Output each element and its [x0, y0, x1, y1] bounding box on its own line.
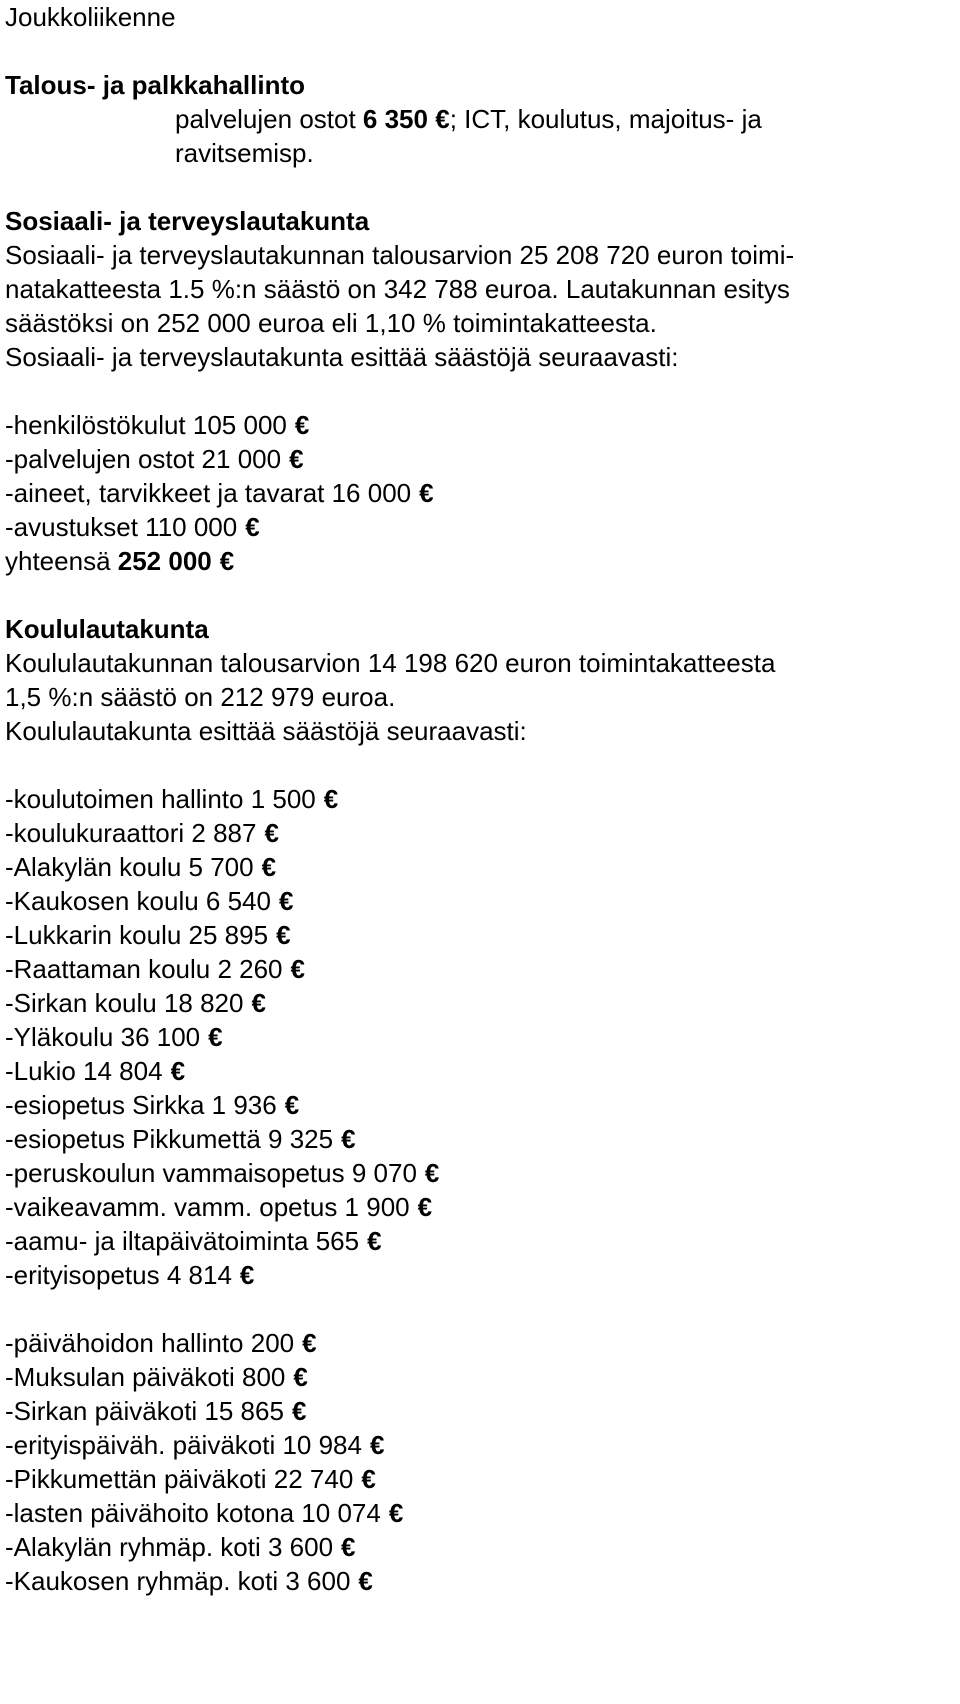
heading-joukkoliikenne: Joukkoliikenne: [5, 2, 176, 32]
list-item: -lasten päivähoito kotona 10 074 €: [5, 1498, 404, 1528]
euro-symbol: €: [361, 1464, 376, 1494]
euro-symbol: €: [293, 1362, 308, 1392]
list-item: -koulutoimen hallinto 1 500 €: [5, 784, 339, 814]
spacer: [5, 34, 955, 68]
list-item: -Pikkumettän päiväkoti 22 740 €: [5, 1464, 376, 1494]
koulu-paragraph-line: Koululautakunta esittää säästöjä seuraavasti:: [5, 716, 527, 746]
euro-symbol: €: [358, 1566, 373, 1596]
list-item: -Kaukosen ryhmäp. koti 3 600 €: [5, 1566, 373, 1596]
list-item: -Alakylän ryhmäp. koti 3 600 €: [5, 1532, 356, 1562]
koulu-paragraph-line: Koululautakunnan talousarvion 14 198 620 euron toimintakatteesta: [5, 648, 776, 678]
euro-symbol: €: [367, 1226, 382, 1256]
sote-items-list: [5, 408, 955, 578]
sote-total: [5, 544, 955, 578]
list-item: -palvelujen ostot 21 000 €: [5, 444, 304, 474]
talous-line-1-suffix: ; ICT, koulutus, majoitus- ja: [449, 104, 762, 134]
euro-symbol: €: [341, 1124, 356, 1154]
list-item: -Lukio 14 804 €: [5, 1056, 186, 1086]
euro-symbol: €: [290, 954, 305, 984]
euro-symbol: €: [369, 1430, 385, 1460]
euro-symbol: €: [323, 784, 339, 814]
euro-symbol: €: [251, 988, 266, 1018]
euro-symbol: €: [261, 852, 277, 882]
euro-symbol: €: [419, 478, 434, 508]
spacer: [5, 578, 955, 612]
spacer: [5, 170, 955, 204]
euro-symbol: €: [170, 1056, 186, 1086]
euro-symbol: €: [219, 546, 235, 576]
list-item: -Raattaman koulu 2 260 €: [5, 954, 305, 984]
list-item: -aineet, tarvikkeet ja tavarat 16 000 €: [5, 478, 434, 508]
list-item: -peruskoulun vammaisopetus 9 070 €: [5, 1158, 440, 1188]
list-item: -Sirkan koulu 18 820 €: [5, 988, 266, 1018]
list-item: -päivähoidon hallinto 200 €: [5, 1328, 317, 1358]
list-item: -Yläkoulu 36 100 €: [5, 1022, 223, 1052]
euro-symbol: €: [289, 444, 304, 474]
sote-paragraph-line: natakatteesta 1.5 %:n säästö on 342 788 euroa. Lautakunnan esitys: [5, 274, 790, 304]
euro-symbol: €: [291, 1396, 307, 1426]
euro-symbol: €: [284, 1090, 300, 1120]
euro-symbol: €: [278, 886, 294, 916]
euro-symbol: €: [302, 1328, 317, 1358]
euro-symbol: €: [388, 1498, 404, 1528]
list-item: -koulukuraattori 2 887 €: [5, 818, 279, 848]
total-label: yhteensä: [5, 546, 118, 576]
list-item: -Lukkarin koulu 25 895 €: [5, 920, 291, 950]
list-item: -henkilöstökulut 105 000 €: [5, 410, 310, 440]
list-item: -avustukset 110 000 €: [5, 512, 260, 542]
sote-paragraph-line: säästöksi on 252 000 euroa eli 1,10 % toimintakatteesta.: [5, 308, 657, 338]
list-item: -Muksulan päiväkoti 800 €: [5, 1362, 308, 1392]
euro-symbol: €: [424, 1158, 440, 1188]
koulu-items-list-2: [5, 1326, 955, 1598]
euro-symbol: €: [239, 1260, 255, 1290]
euro-symbol: €: [208, 1022, 223, 1052]
list-item: -erityisopetus 4 814 €: [5, 1260, 255, 1290]
euro-symbol: €: [264, 818, 279, 848]
talous-line-1: [5, 102, 955, 136]
euro-symbol: €: [276, 920, 291, 950]
euro-symbol: €: [294, 410, 310, 440]
talous-line-1-prefix: palvelujen ostot: [175, 104, 363, 134]
spacer: [5, 374, 955, 408]
euro-symbol: €: [417, 1192, 433, 1222]
list-item: -Alakylän koulu 5 700 €: [5, 852, 277, 882]
euro-symbol: €: [245, 512, 260, 542]
spacer: [5, 748, 955, 782]
koulu-items-list-1: [5, 782, 955, 1292]
euro-symbol: €: [435, 104, 450, 134]
list-item: -esiopetus Pikkumettä 9 325 €: [5, 1124, 356, 1154]
talous-line-2: ravitsemisp.: [175, 138, 314, 168]
heading-koululautakunta: Koululautakunta: [5, 614, 209, 644]
sote-paragraph-line: Sosiaali- ja terveyslautakunta esittää säästöjä seuraavasti:: [5, 342, 679, 372]
talous-amount: 6 350: [362, 104, 428, 134]
heading-talous: Talous- ja palkkahallinto: [5, 70, 306, 100]
heading-sote: Sosiaali- ja terveyslautakunta: [5, 206, 370, 236]
sote-paragraph-line: Sosiaali- ja terveyslautakunnan talousarvion 25 208 720 euron toimi-: [5, 240, 795, 270]
list-item: -aamu- ja iltapäivätoiminta 565 €: [5, 1226, 382, 1256]
list-item: -esiopetus Sirkka 1 936 €: [5, 1090, 300, 1120]
list-item: -Sirkan päiväkoti 15 865 €: [5, 1396, 307, 1426]
list-item: -erityispäiväh. päiväkoti 10 984 €: [5, 1430, 385, 1460]
total-amount: 252 000: [117, 546, 212, 576]
euro-symbol: €: [341, 1532, 356, 1562]
document-page: [5, 0, 955, 1598]
spacer: [5, 1292, 955, 1326]
list-item: -vaikeavamm. vamm. opetus 1 900 €: [5, 1192, 433, 1222]
koulu-paragraph-line: 1,5 %:n säästö on 212 979 euroa.: [5, 682, 396, 712]
list-item: -Kaukosen koulu 6 540 €: [5, 886, 294, 916]
